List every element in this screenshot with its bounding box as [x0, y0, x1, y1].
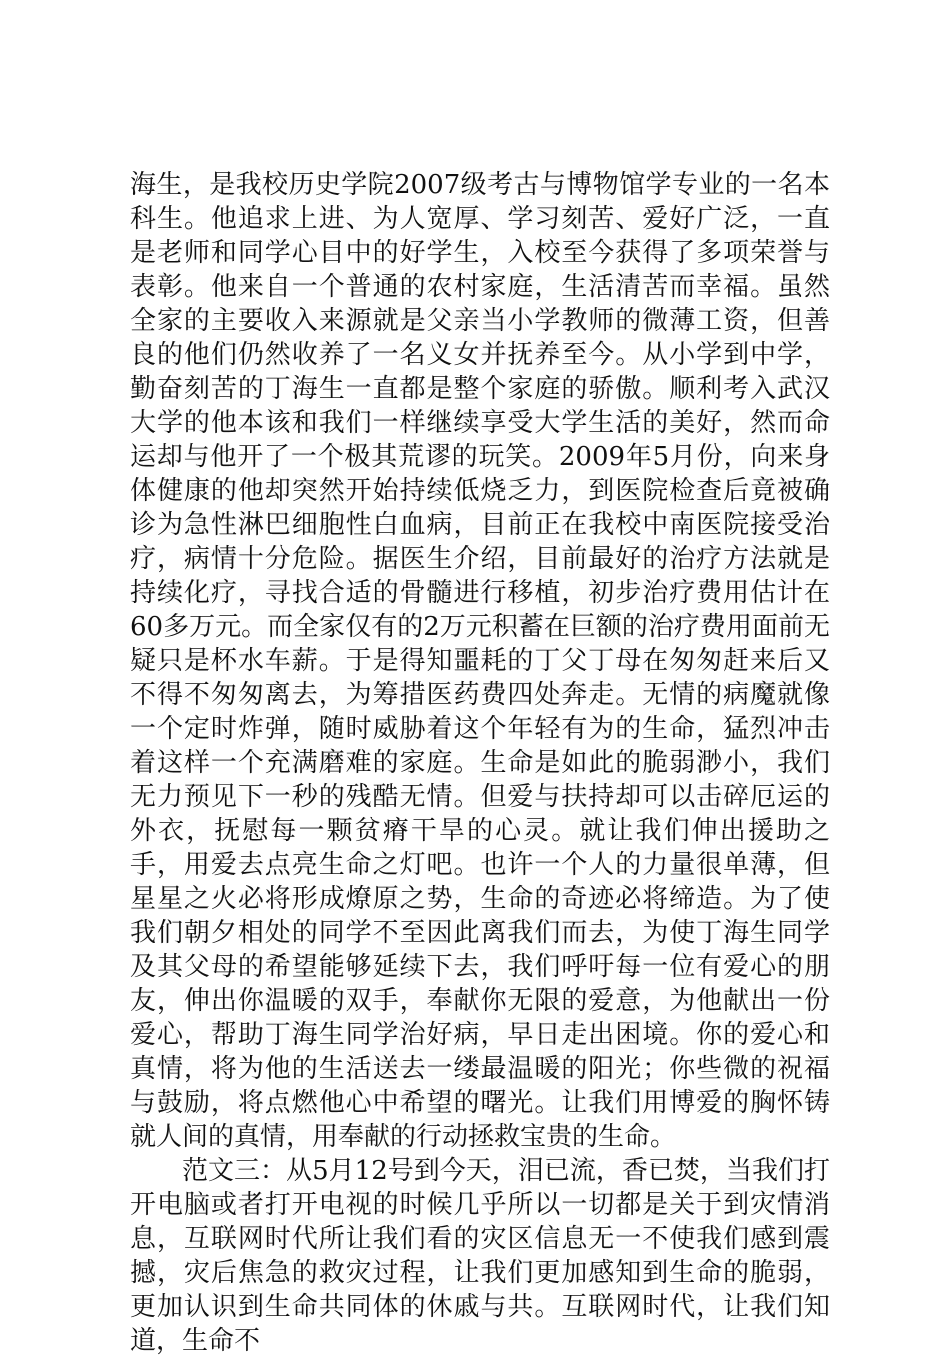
paragraph-model-essay-three: 范文三：从5月12号到今天，泪已流，香已焚，当我们打开电脑或者打开电视的时候几乎所以一切都是关于到灾情消息，互联网时代所让我们看的灾区信息无一不使我们感到震撼，灾后焦急的救灾过程，让我们更加感知到生命的脆弱，更加认识到生命共同体的休戚与共。互联网时代，让我们知道，生命不	[130, 1156, 830, 1356]
document-body	[130, 168, 830, 1358]
paragraph-appeal: 海生，是我校历史学院2007级考古与博物馆学专业的一名本科生。他追求上进、为人宽厚、学习刻苦、爱好广泛，一直是老师和同学心目中的好学生，入校至今获得了多项荣誉与表彰。他来自一个普通的农村家庭，生活清苦而幸福。虽然全家的主要收入来源就是父亲当小学教师的微薄工资，但善良的他们仍然收养了一名义女并抚养至今。从小学到中学，勤奋刻苦的丁海生一直都是整个家庭的骄傲。顺利考入武汉大学的他本该和我们一样继续享受大学生活的美好，然而命运却与他开了一个极其荒谬的玩笑。2009年5月份，向来身体健康的他却突然开始持续低烧乏力，到医院检查后竟被确诊为急性淋巴细胞性白血病，目前正在我校中南医院接受治疗，病情十分危险。据医生介绍，目前最好的治疗方法就是持续化疗，寻找合适的骨髓进行移植，初步治疗费用估计在60多万元。而全家仅有的2万元积蓄在巨额的治疗费用面前无疑只是杯水车薪。于是得知噩耗的丁父丁母在匆匆赶来后又不得不匆匆离去，为筹措医药费四处奔走。无情的病魔就像一个定时炸弹，随时威胁着这个年轻有为的生命，猛烈冲击着这样一个充满磨难的家庭。生命是如此的脆弱渺小，我们无力预见下一秒的残酷无情。但爱与扶持却可以击碎厄运的外衣，抚慰每一颗贫瘠干旱的心灵。就让我们伸出援助之手，用爱去点亮生命之灯吧。也许一个人的力量很单薄，但星星之火必将形成燎原之势，生命的奇迹必将缔造。为了使我们朝夕相处的同学不至因此离我们而去，为使丁海生同学及其父母的希望能够延续下去，我们呼吁每一位有爱心的朋友，伸出你温暖的双手，奉献你无限的爱意，为他献出一份爱心，帮助丁海生同学治好病，早日走出困境。你的爱心和真情，将为他的生活送去一缕最温暖的阳光；你些微的祝福与鼓励，将点燃他心中希望的曙光。让我们用博爱的胸怀铸就人间的真情，用奉献的行动拯救宝贵的生命。	[130, 170, 830, 1152]
